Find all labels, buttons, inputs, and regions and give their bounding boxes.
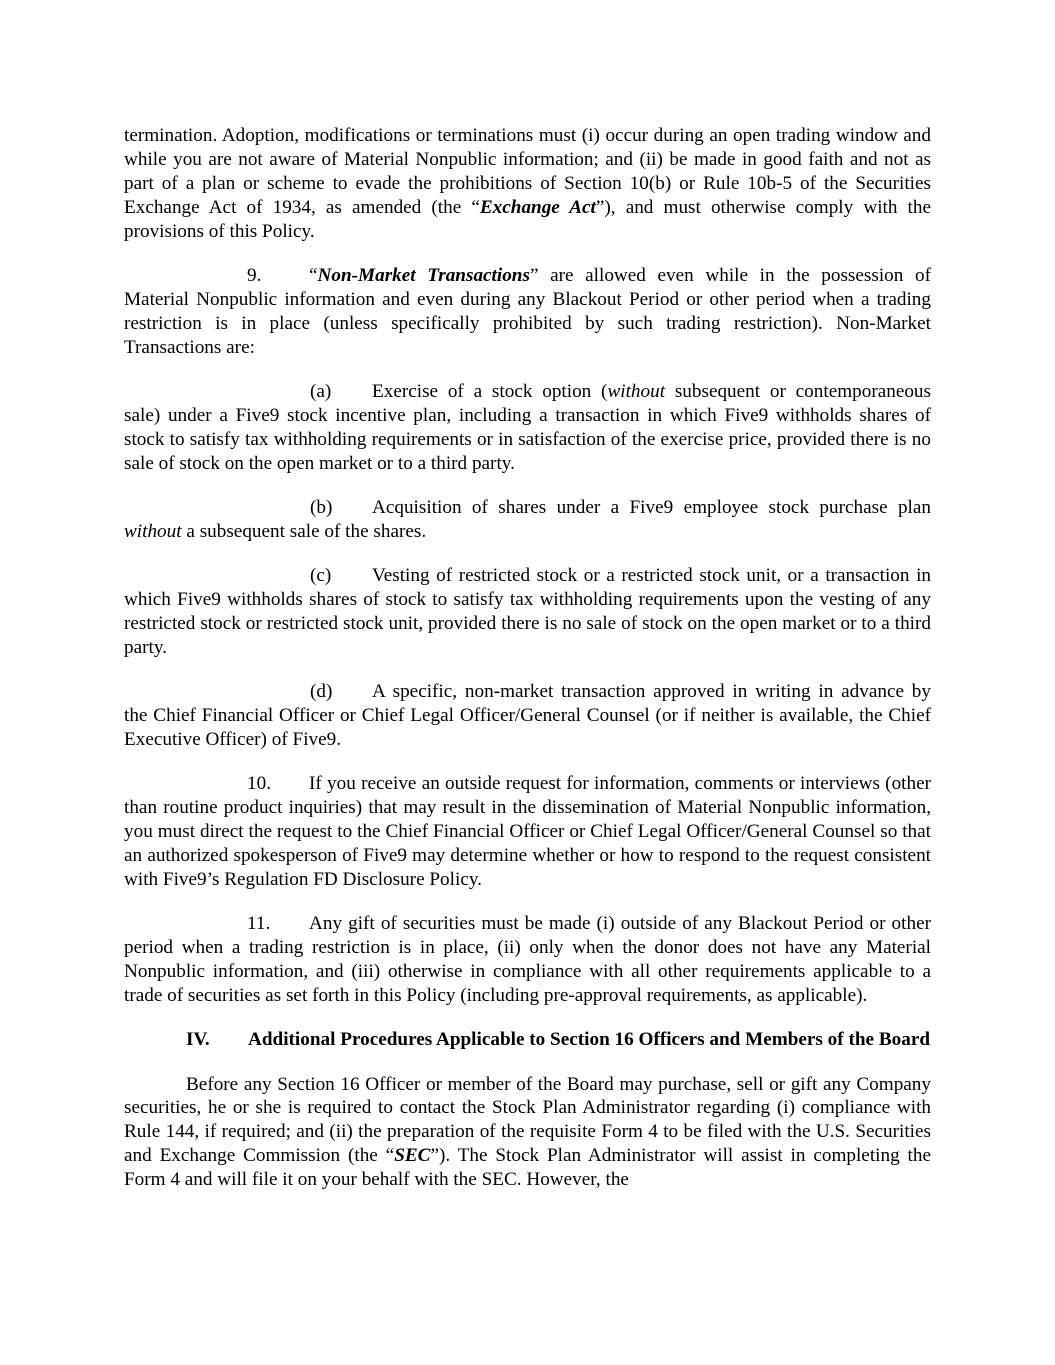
paragraph-number: 10. [247,773,271,795]
subparagraph-number: (c) [310,565,332,587]
section-heading-iv [124,1028,931,1052]
paragraph-number: 11. [247,913,271,935]
defined-term-non-market-transactions: Non-Market Transactions [317,264,530,286]
subparagraph-d: (d) A specific, non-market transaction approved in writing in advance by the Chief Financial Officer or Chief Legal Officer/General Counsel (or if neither is available, the Chief Executive Officer) of Five9. [124,681,931,750]
section-title: Additional Procedures Applicable to Section 16 Officers and Members of the Board [248,1029,931,1051]
document-page [124,124,931,1212]
subparagraph-a: (a) Exercise of a stock option (without subsequent or contemporaneous sale) under a Five9 stock incentive plan, including a transaction in which Five9 withholds shares of stock to satisfy tax withholding requirements or in satisfaction of the exercise price, provided there is no sale of stock on the open market or to a third party. [124,380,931,474]
subparagraph-number: (d) [310,681,333,703]
paragraph-number: 9. [247,264,262,286]
paragraph-11: 11. Any gift of securities must be made (i) outside of any Blackout Period or other period when a trading restriction is in place, (ii) only when the donor does not have any Material Nonpublic information, and (iii) otherwise in compliance with all other requirements applicable to a trade of securities as set forth in this Policy (including pre-approval requirements, as applicable). [124,913,931,1006]
subparagraph-b: (b) Acquisition of shares under a Five9 employee stock purchase plan without a subsequent sale of the shares. [124,496,931,542]
paragraph-continuation: termination. Adoption, modifications or terminations must (i) occur during an open trading window and while you are not aware of Material Nonpublic information; and (ii) be made in good faith and not as part of a plan or scheme to evade the prohibitions of Section 10(b) or Rule 10b-5 of the Securities Exchange Act of 1934, as amended (the “Exchange Act”), and must otherwise comply with the provisions of this Policy. [124,125,932,242]
defined-term-sec: SEC [394,1145,431,1167]
paragraph-section-16: Before any Section 16 Officer or member of the Board may purchase, sell or gift any Company securities, he or she is required to contact the Stock Plan Administrator regarding (i) compliance with Rule 144, if required; and (ii) the preparation of the requisite Form 4 to be filed with the U.S. Securities and Exchange Commission (the “SEC”). The Stock Plan Administrator will assist in completing the Form 4 and will file it on your behalf with the SEC. However, the [124,1073,931,1191]
subparagraph-c: (c) Vesting of restricted stock or a restricted stock unit, or a transaction in which Five9 withholds shares of stock to satisfy tax withholding requirements upon the vesting of any restricted stock or restricted stock unit, provided there is no sale of stock on the open market or to a third party. [124,565,931,658]
subparagraph-number: (a) [310,380,332,402]
subparagraph-number: (b) [310,496,333,518]
paragraph-10: 10. If you receive an outside request for information, comments or interviews (other than routine product inquiries) that may result in the dissemination of Material Nonpublic information, you must direct the request to the Chief Financial Officer or Chief Legal Officer/General Counsel so that an authorized spokesperson of Five9 may determine whether or how to respond to the request consistent with Five9’s Regulation FD Disclosure Policy. [124,773,931,890]
paragraph-9: 9. “Non-Market Transactions” are allowed even while in the possession of Material Nonpublic information and even during any Blackout Period or other period when a trading restriction is in place (unless specifically prohibited by such trading restriction). Non-Market Transactions are: [124,264,931,358]
defined-term-exchange-act: Exchange Act [479,196,596,218]
section-number: IV. [186,1029,210,1051]
